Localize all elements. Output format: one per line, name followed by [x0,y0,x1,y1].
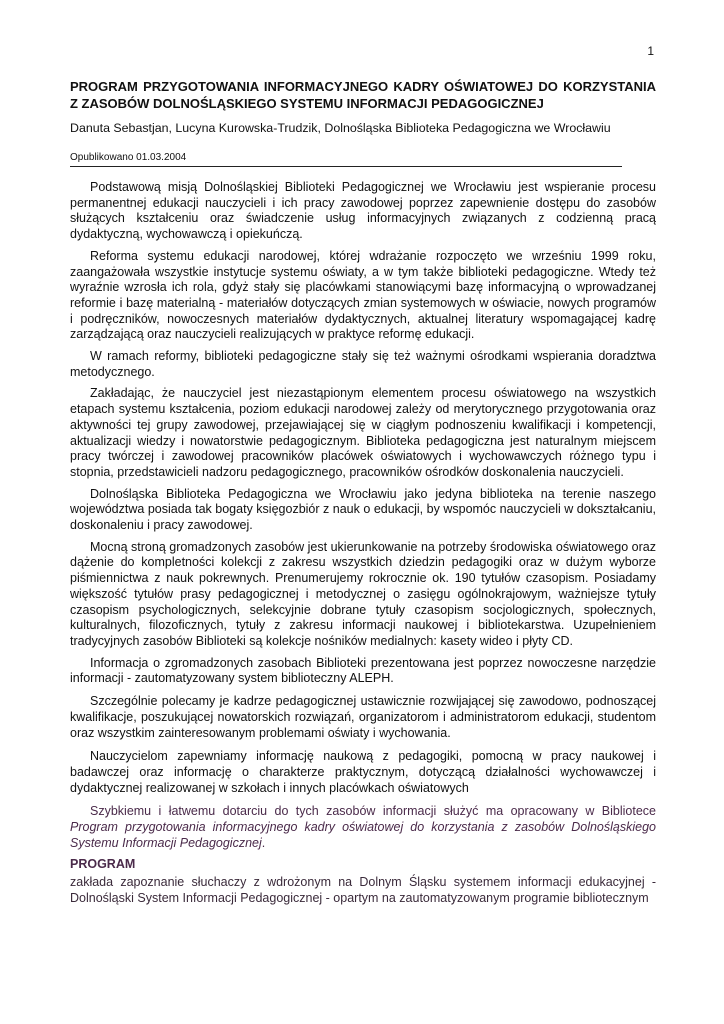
program-description: zakłada zapoznanie słuchaczy z wdrożonym na Dolnym Śląsku systemem informacji edukacyjnej - Dolnośląski System Informacji Pedagogicznej - opartym na zautomatyzowanym programie bibliotecznym [70,875,656,905]
body-paragraph: Nauczycielom zapewniamy informację naukową z pedagogiki, pomocną w pracy naukowej i badawczej oraz informację o charakterze praktycznym, dotyczącą działalności wychowawczej i dydaktycznej realizowanej w szkołach i innych placówkach oświatowych [70,749,656,795]
closing-lead: Szybkiemu i łatwemu dotarciu do tych zasobów informacji służyć ma opracowany w Bibliotece [90,804,656,819]
closing-paragraph [70,804,656,851]
authors-line: Danuta Sebastjan, Lucyna Kurowska-Trudzik, Dolnośląska Biblioteka Pedagogiczna we Wrocławiu [70,121,611,135]
page-number: 1 [647,44,654,58]
program-title-italic: Program przygotowania informacyjnego kadry oświatowej do korzystania z zasobów Dolnośląskiego Systemu Informacji Pedagogicznej [70,820,656,850]
document-body [70,180,656,913]
closing-tail: . [261,835,266,850]
body-paragraph: Podstawową misją Dolnośląskiej Biblioteki Pedagogicznej we Wrocławiu jest wspieranie procesu permanentnej edukacji nauczycieli i ich pracy zawodowej poprzez zapewnienie dostępu do zasobów służących kształceniu oraz świadczenie usług informacyjnych związanych z codzienną pracą dydaktyczną, wychowawczą i opiekuńczą. [70,180,656,242]
document-title: PROGRAM PRZYGOTOWANIA INFORMACYJNEGO KADRY OŚWIATOWEJ DO KORZYSTANIA Z ZASOBÓW DOLNOŚLĄSKIEGO SYSTEMU INFORMACJI PEDAGOGICZNEJ [70,79,656,111]
body-paragraph: Informacja o zgromadzonych zasobach Biblioteki prezentowana jest poprzez nowoczesne narzędzie informacji - zautomatyzowany system biblioteczny ALEPH. [70,655,656,686]
publication-date: Opublikowano 01.03.2004 [70,152,187,163]
body-paragraph: W ramach reformy, biblioteki pedagogiczne stały się też ważnymi ośrodkami wspierania doradztwa metodycznego. [70,349,656,379]
program-heading: PROGRAM [70,857,136,872]
body-paragraph: Szczególnie polecamy je kadrze pedagogicznej ustawicznie rozwijającej się zawodowo, podnoszącej kwalifikacje, poszukującej nowatorskich rozwiązań, organizatorom i administratorom edukacji, studentom oraz wszystkim zainteresowanym problemami oświaty i wychowania. [70,694,656,740]
body-paragraph: Reforma systemu edukacji narodowej, której wdrażanie rozpoczęto we wrześniu 1999 roku, zaangażowała wszystkie instytucje systemu oświaty, a w tym także biblioteki pedagogiczne. Wtedy też wyraźnie wzrosła ich rola, gdyż stały się placówkami stanowiącymi bazę informacyjną o wprowadzanej reformie i bazę materialną - materiałów dotyczących zmian systemowych w oświacie, nowych programów i podręczników, nowoczesnych materiałów dydaktycznych, aktualnej literatury wspomagającej kadrę zarządzającą oraz nauczycieli realizujących w praktyce reformę edukacji. [70,248,656,342]
body-paragraph: Mocną stroną gromadzonych zasobów jest ukierunkowanie na potrzeby środowiska oświatowego oraz dążenie do kompletności kolekcji z zakresu wszystkich dziedzin pedagogiki oraz w dużym wyborze piśmiennictwa z nauk pokrewnych. Prenumerujemy rokrocznie ok. 190 tytułów czasopism. Posiadamy większość tytułów prasy pedagogicznej i metodycznej o zasięgu ogólnokrajowym, ważniejsze tytuły czasopism psychologicznych, selekcyjnie dobrane tytuły czasopism socjologicznych, społecznych, kulturalnych, filozoficznych, tytuły z zakresu informacji naukowej i bibliotekarstwa. Uzupełnieniem tradycyjnych zasobów Biblioteki są kolekcje nośników medialnych: kasety wideo i płyty CD. [70,539,656,648]
header-divider [70,166,622,167]
body-paragraph: Zakładając, że nauczyciel jest niezastąpionym elementem procesu oświatowego na wszystkich etapach systemu kształcenia, poziom edukacji narodowej zależy od merytorycznego przygotowania oraz aktywności tej grupy zawodowej, przejawiającej się w ciągłym podnoszeniu kwalifikacji i kompetencji, aktualizacji wiedzy i nowatorstwie pedagogicznym. Biblioteka pedagogiczna jest naturalnym miejscem pracy twórczej i zawodowej pracowników placówek oświatowych i wychowawczych różnego typu i stopnia, przedstawicieli nadzoru pedagogicznego, pracowników ośrodków doskonalenia nauczycieli. [70,386,656,479]
body-paragraph: Dolnośląska Biblioteka Pedagogiczna we Wrocławiu jako jedyna biblioteka na terenie naszego województwa posiada tak bogaty księgozbiór z nauk o edukacji, by wspomóc nauczycieli w dokształcaniu, doskonaleniu i pracy zawodowej. [70,486,656,533]
